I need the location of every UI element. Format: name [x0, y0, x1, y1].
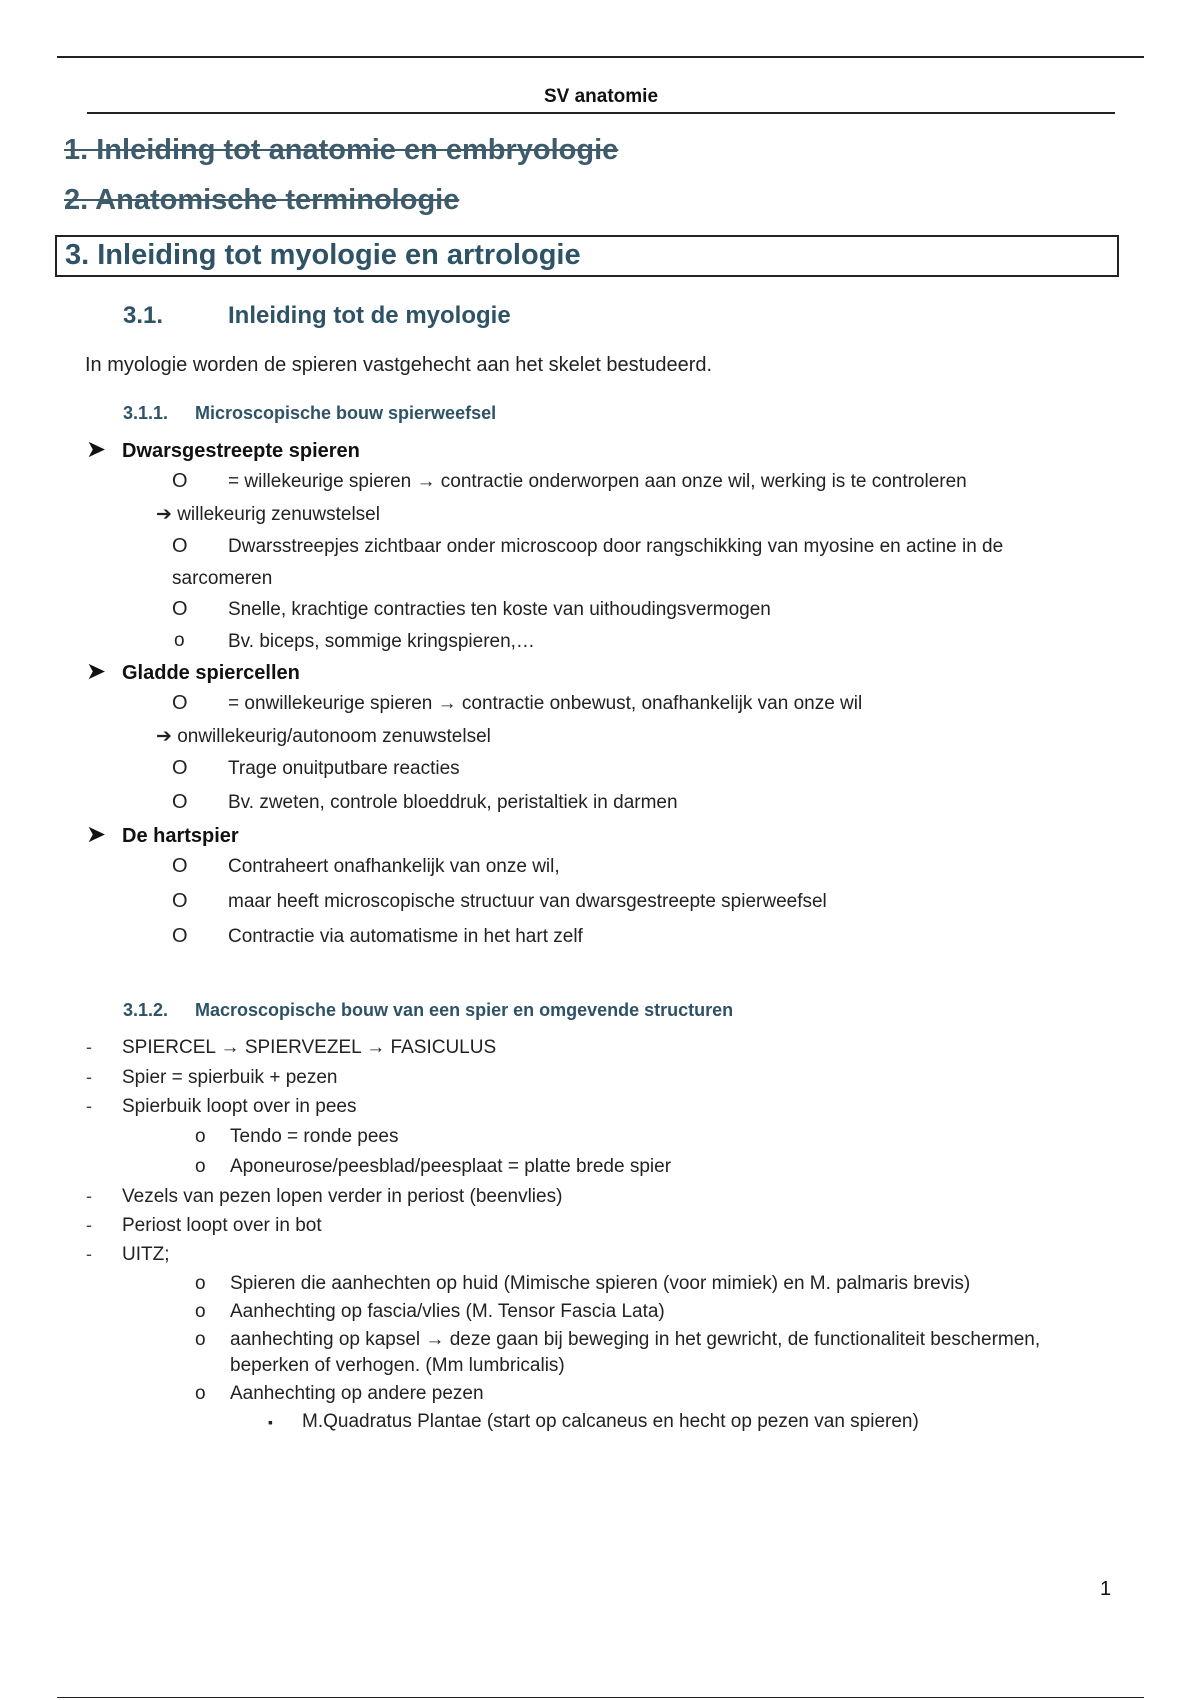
- header-rule: [57, 56, 1144, 58]
- list-item: aanhechting op kapsel → deze gaan bij beweging in het gewricht, de functionaliteit beschermen,: [230, 1329, 1041, 1350]
- subsection-2-number: 3.1.2.: [123, 1000, 169, 1020]
- list-item: SPIERCEL → SPIERVEZEL → FASICULUS: [122, 1037, 497, 1058]
- list-item: UITZ;: [122, 1244, 170, 1265]
- page-number: 1: [1100, 1578, 1112, 1600]
- list-item: Dwarsstreepjes zichtbaar onder microscoop door rangschikking van myosine en actine in de: [228, 536, 1004, 557]
- dash-bullet-icon: -: [86, 1215, 92, 1235]
- square-bullet-icon: ▪: [268, 1414, 273, 1430]
- list-item: Contraheert onafhankelijk van onze wil,: [228, 856, 560, 877]
- list-item: Spieren die aanhechten op huid (Mimische spieren (voor mimiek) en M. palmaris brevis): [230, 1273, 971, 1294]
- list-item: Aanhechting op fascia/vlies (M. Tensor Fascia Lata): [230, 1301, 665, 1322]
- heading-chapter-2: 2. Anatomische terminologie: [64, 184, 460, 216]
- small-circle-bullet-icon: o: [195, 1329, 206, 1350]
- circle-bullet-icon: O: [172, 791, 188, 813]
- circle-bullet-icon: O: [172, 470, 188, 492]
- small-circle-bullet-icon: o: [195, 1126, 206, 1147]
- small-circle-bullet-icon: o: [195, 1156, 206, 1177]
- group-heading-dwarsgestreept: Dwarsgestreepte spieren: [122, 440, 360, 462]
- list-item: Snelle, krachtige contracties ten koste van uithoudingsvermogen: [228, 599, 771, 620]
- list-item: Bv. zweten, controle bloeddruk, peristaltiek in darmen: [228, 792, 678, 813]
- circle-bullet-icon: O: [172, 757, 188, 779]
- arrow-bullet-icon: ➤: [86, 436, 107, 463]
- intro-paragraph: In myologie worden de spieren vastgehecht aan het skelet bestudeerd.: [85, 354, 713, 376]
- small-circle-bullet-icon: o: [174, 630, 185, 651]
- small-circle-bullet-icon: o: [195, 1383, 206, 1404]
- subsection-1-title: Microscopische bouw spierweefsel: [195, 403, 497, 423]
- list-item: Spierbuik loopt over in pees: [122, 1096, 357, 1117]
- circle-bullet-icon: O: [172, 890, 188, 912]
- section-number: 3.1.: [123, 302, 164, 329]
- dash-bullet-icon: -: [86, 1096, 92, 1116]
- dash-bullet-icon: -: [86, 1186, 92, 1206]
- group-heading-hartspier: De hartspier: [122, 825, 239, 847]
- circle-bullet-icon: O: [172, 855, 188, 877]
- subsection-2-title: Macroscopische bouw van een spier en omgevende structuren: [195, 1000, 734, 1020]
- circle-bullet-icon: O: [172, 598, 188, 620]
- small-circle-bullet-icon: o: [195, 1301, 206, 1322]
- subsection-1-number: 3.1.1.: [123, 403, 169, 423]
- group-heading-glad: Gladde spiercellen: [122, 662, 300, 684]
- small-circle-bullet-icon: o: [195, 1273, 206, 1294]
- heading-chapter-1: 1. Inleiding tot anatomie en embryologie: [64, 134, 619, 166]
- section-title: Inleiding tot de myologie: [228, 302, 511, 329]
- footer-rule: [57, 1697, 1144, 1698]
- arrow-bullet-icon: ➤: [86, 821, 107, 848]
- list-item: ➔ onwillekeurig/autonoom zenuwstelsel: [156, 726, 491, 747]
- list-item: beperken of verhogen. (Mm lumbricalis): [230, 1355, 565, 1376]
- circle-bullet-icon: O: [172, 692, 188, 714]
- circle-bullet-icon: O: [172, 925, 188, 947]
- running-title: SV anatomie: [87, 86, 1115, 114]
- list-item: maar heeft microscopische structuur van dwarsgestreepte spierweefsel: [228, 891, 827, 912]
- list-item: Contractie via automatisme in het hart zelf: [228, 926, 583, 947]
- heading-chapter-3-box: [55, 235, 1119, 277]
- arrow-bullet-icon: ➤: [86, 658, 107, 685]
- list-item: sarcomeren: [172, 568, 273, 589]
- heading-chapter-3: 3. Inleiding tot myologie en artrologie: [65, 239, 581, 271]
- list-item: ➔ willekeurig zenuwstelsel: [156, 504, 380, 525]
- dash-bullet-icon: -: [86, 1244, 92, 1264]
- circle-bullet-icon: O: [172, 535, 188, 557]
- dash-bullet-icon: -: [86, 1067, 92, 1087]
- list-item: = willekeurige spieren → contractie onderworpen aan onze wil, werking is te controleren: [228, 471, 967, 492]
- list-item: Spier = spierbuik + pezen: [122, 1067, 338, 1088]
- list-item: Trage onuitputbare reacties: [228, 758, 460, 779]
- dash-bullet-icon: -: [86, 1037, 92, 1057]
- list-item: M.Quadratus Plantae (start op calcaneus en hecht op pezen van spieren): [302, 1411, 919, 1432]
- list-item: Vezels van pezen lopen verder in periost (beenvlies): [122, 1186, 563, 1207]
- list-item: Periost loopt over in bot: [122, 1215, 322, 1236]
- list-item: = onwillekeurige spieren → contractie onbewust, onafhankelijk van onze wil: [228, 693, 863, 714]
- list-item: Aanhechting op andere pezen: [230, 1383, 484, 1404]
- list-item: Bv. biceps, sommige kringspieren,…: [228, 631, 535, 652]
- list-item: Tendo = ronde pees: [230, 1126, 399, 1147]
- list-item: Aponeurose/peesblad/peesplaat = platte brede spier: [230, 1156, 672, 1177]
